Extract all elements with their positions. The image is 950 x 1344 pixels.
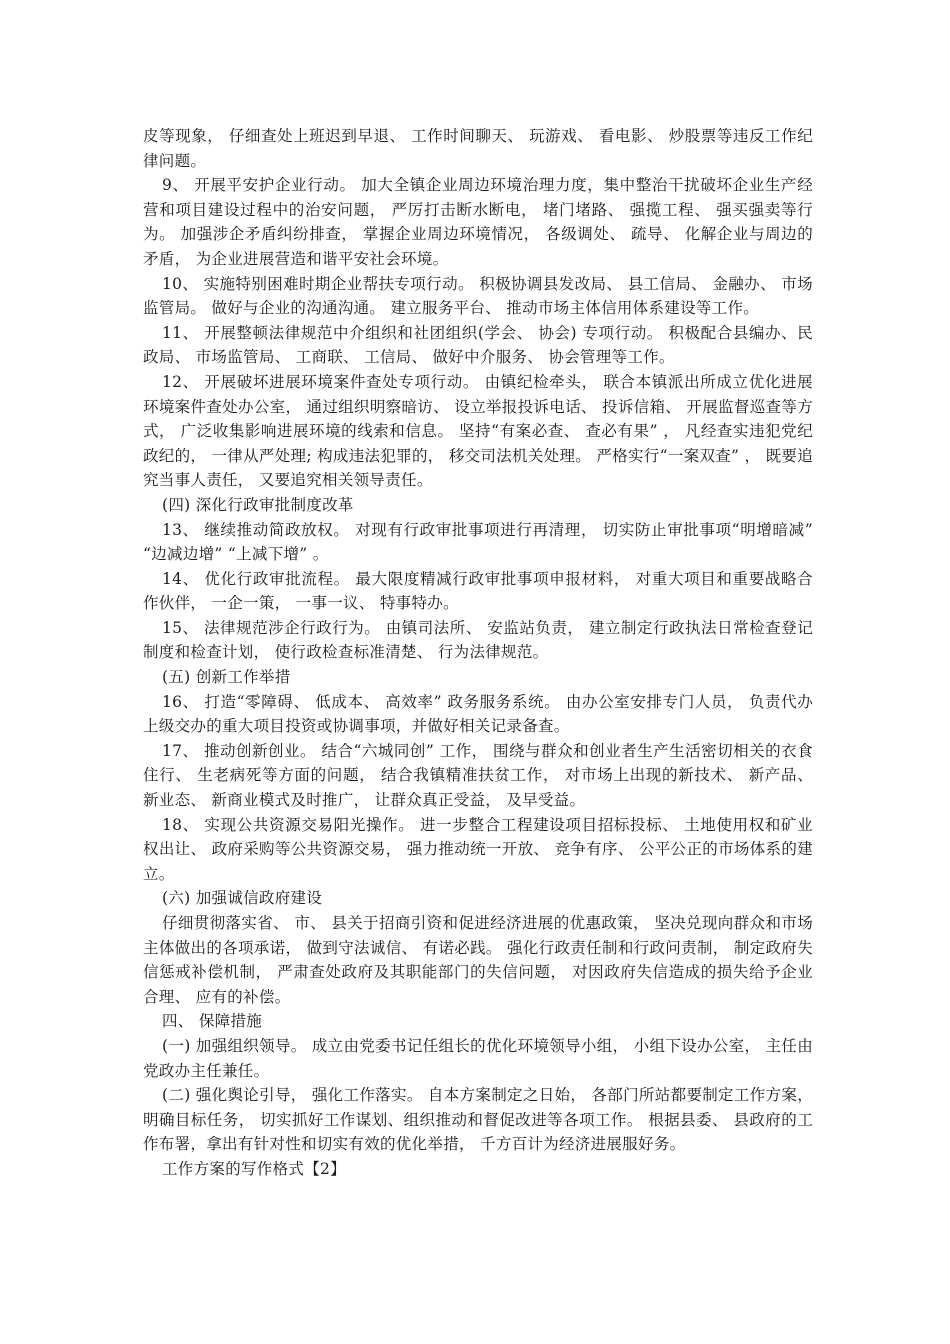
paragraph-item-14: 14、 优化行政审批流程。 最大限度精减行政审批事项申报材料， 对重大项目和重要战略合作伙伴， 一企一策， 一事一议、 特事特办。	[143, 569, 813, 613]
paragraph-item-10: 10、 实施特别困难时期企业帮扶专项行动。 积极协调县发改局、 县工信局、 金融办、 市场监管局。 做好与企业的沟通沟通。 建立服务平台、 推动市场主体信用体系建设等工作。	[143, 274, 813, 318]
section-heading-5: (五) 创新工作举措	[162, 668, 291, 687]
paragraph-item-11: 11、 开展整顿法律规范中介组织和社团组织(学会、 协会) 专项行动。 积极配合县编办、民政局、 市场监管局、 工商联、 工信局、 做好中介服务、 协会管理等工作。	[143, 323, 813, 367]
paragraph-continuation: 皮等现象， 仔细查处上班迟到早退、 工作时间聊天、 玩游戏、 看电影、 炒股票等违反工作纪律问题。	[143, 127, 813, 170]
next-article-title: 工作方案的写作格式【2】	[162, 1159, 346, 1178]
paragraph-item-12: 12、 开展破坏进展环境案件查处专项行动。 由镇纪检牵头， 联合本镇派出所成立优化进展环境案件查处办公室， 通过组织明察暗访、 设立举报投诉电话、 投诉信箱、 开展监督巡查等方式， 广泛收集影响进展环境的线索和信息。 坚持“有案必查、 查必有果” ， 凡经查实违犯党纪政纪的， 一律从严处理; 构成违法犯罪的， 移交司法机关处理。 严格实行“一案双查” ， 既要追究当事人责任， 又要追究相关领导责任。	[143, 372, 813, 490]
paragraph-safeguard-2: (二) 强化舆论引导， 强化工作落实。 自本方案制定之日始， 各部门所站都要制定工作方案， 明确目标任务， 切实抓好工作谋划、组织推动和督促改进等各项工作。 根据县委、 县政府的工作布署，拿出有针对性和切实有效的优化举措， 千方百计为经济进展服好务。	[143, 1086, 813, 1154]
paragraph-item-9: 9、 开展平安护企业行动。 加大全镇企业周边环境治理力度，集中整治干扰破坏企业生产经营和项目建设过程中的治安问题， 严厉打击断水断电， 堵门堵路、 强揽工程、 强买强卖等行为。 加强涉企矛盾纠纷排查， 掌握企业周边环境情况， 各级调处、 疏导、 化解企业与周边的矛盾， 为企业进展营造和谐平安社会环境。	[143, 176, 813, 268]
section-heading-safeguards: 四、 保障措施	[162, 1012, 263, 1031]
paragraph-safeguard-1: (一) 加强组织领导。 成立由党委书记任组长的优化环境领导小组， 小组下设办公室， 主任由党政办主任兼任。	[143, 1036, 813, 1080]
paragraph-item-13: 13、 继续推动简政放权。 对现有行政审批事项进行再清理， 切实防止审批事项“明增暗减” “边减边增” “上减下增” 。	[143, 520, 813, 564]
paragraph-item-16: 16、 打造“零障碍、 低成本、 高效率” 政务服务系统。 由办公室安排专门人员， 负责代办上级交办的重大项目投资或协调事项，并做好相关记录备查。	[143, 692, 813, 736]
paragraph-item-18: 18、 实现公共资源交易阳光操作。 进一步整合工程建设项目招标投标、 土地使用权和矿业权出让、 政府采购等公共资源交易， 强力推动统一开放、 竞争有序、 公平公正的市场体系的建立。	[143, 815, 813, 883]
document-body	[143, 124, 813, 1182]
paragraph-integrity-government: 仔细贯彻落实省、 市、 县关于招商引资和促进经济进展的优惠政策， 坚决兑现向群众和市场主体做出的各项承诺， 做到守法诚信、 有诺必践。 强化行政责任制和行政问责制， 制定政府失信惩戒补偿机制， 严肃查处政府及其职能部门的失信问题， 对因政府失信造成的损失给予企业合理、 应有的补偿。	[143, 914, 813, 1006]
section-heading-4: (四) 深化行政审批制度改革	[162, 495, 354, 514]
paragraph-item-15: 15、 法律规范涉企行政行为。 由镇司法所、 安监站负责， 建立制定行政执法日常检查登记制度和检查计划， 使行政检查标准清楚、 行为法律规范。	[143, 618, 813, 662]
paragraph-item-17: 17、 推动创新创业。 结合“六城同创” 工作， 围绕与群众和创业者生产生活密切相关的衣食住行、 生老病死等方面的问题， 结合我镇精准扶贫工作， 对市场上出现的新技术、 新产品、 新业态、 新商业模式及时推广， 让群众真正受益， 及早受益。	[143, 741, 813, 810]
section-heading-6: (六) 加强诚信政府建设	[162, 889, 323, 908]
